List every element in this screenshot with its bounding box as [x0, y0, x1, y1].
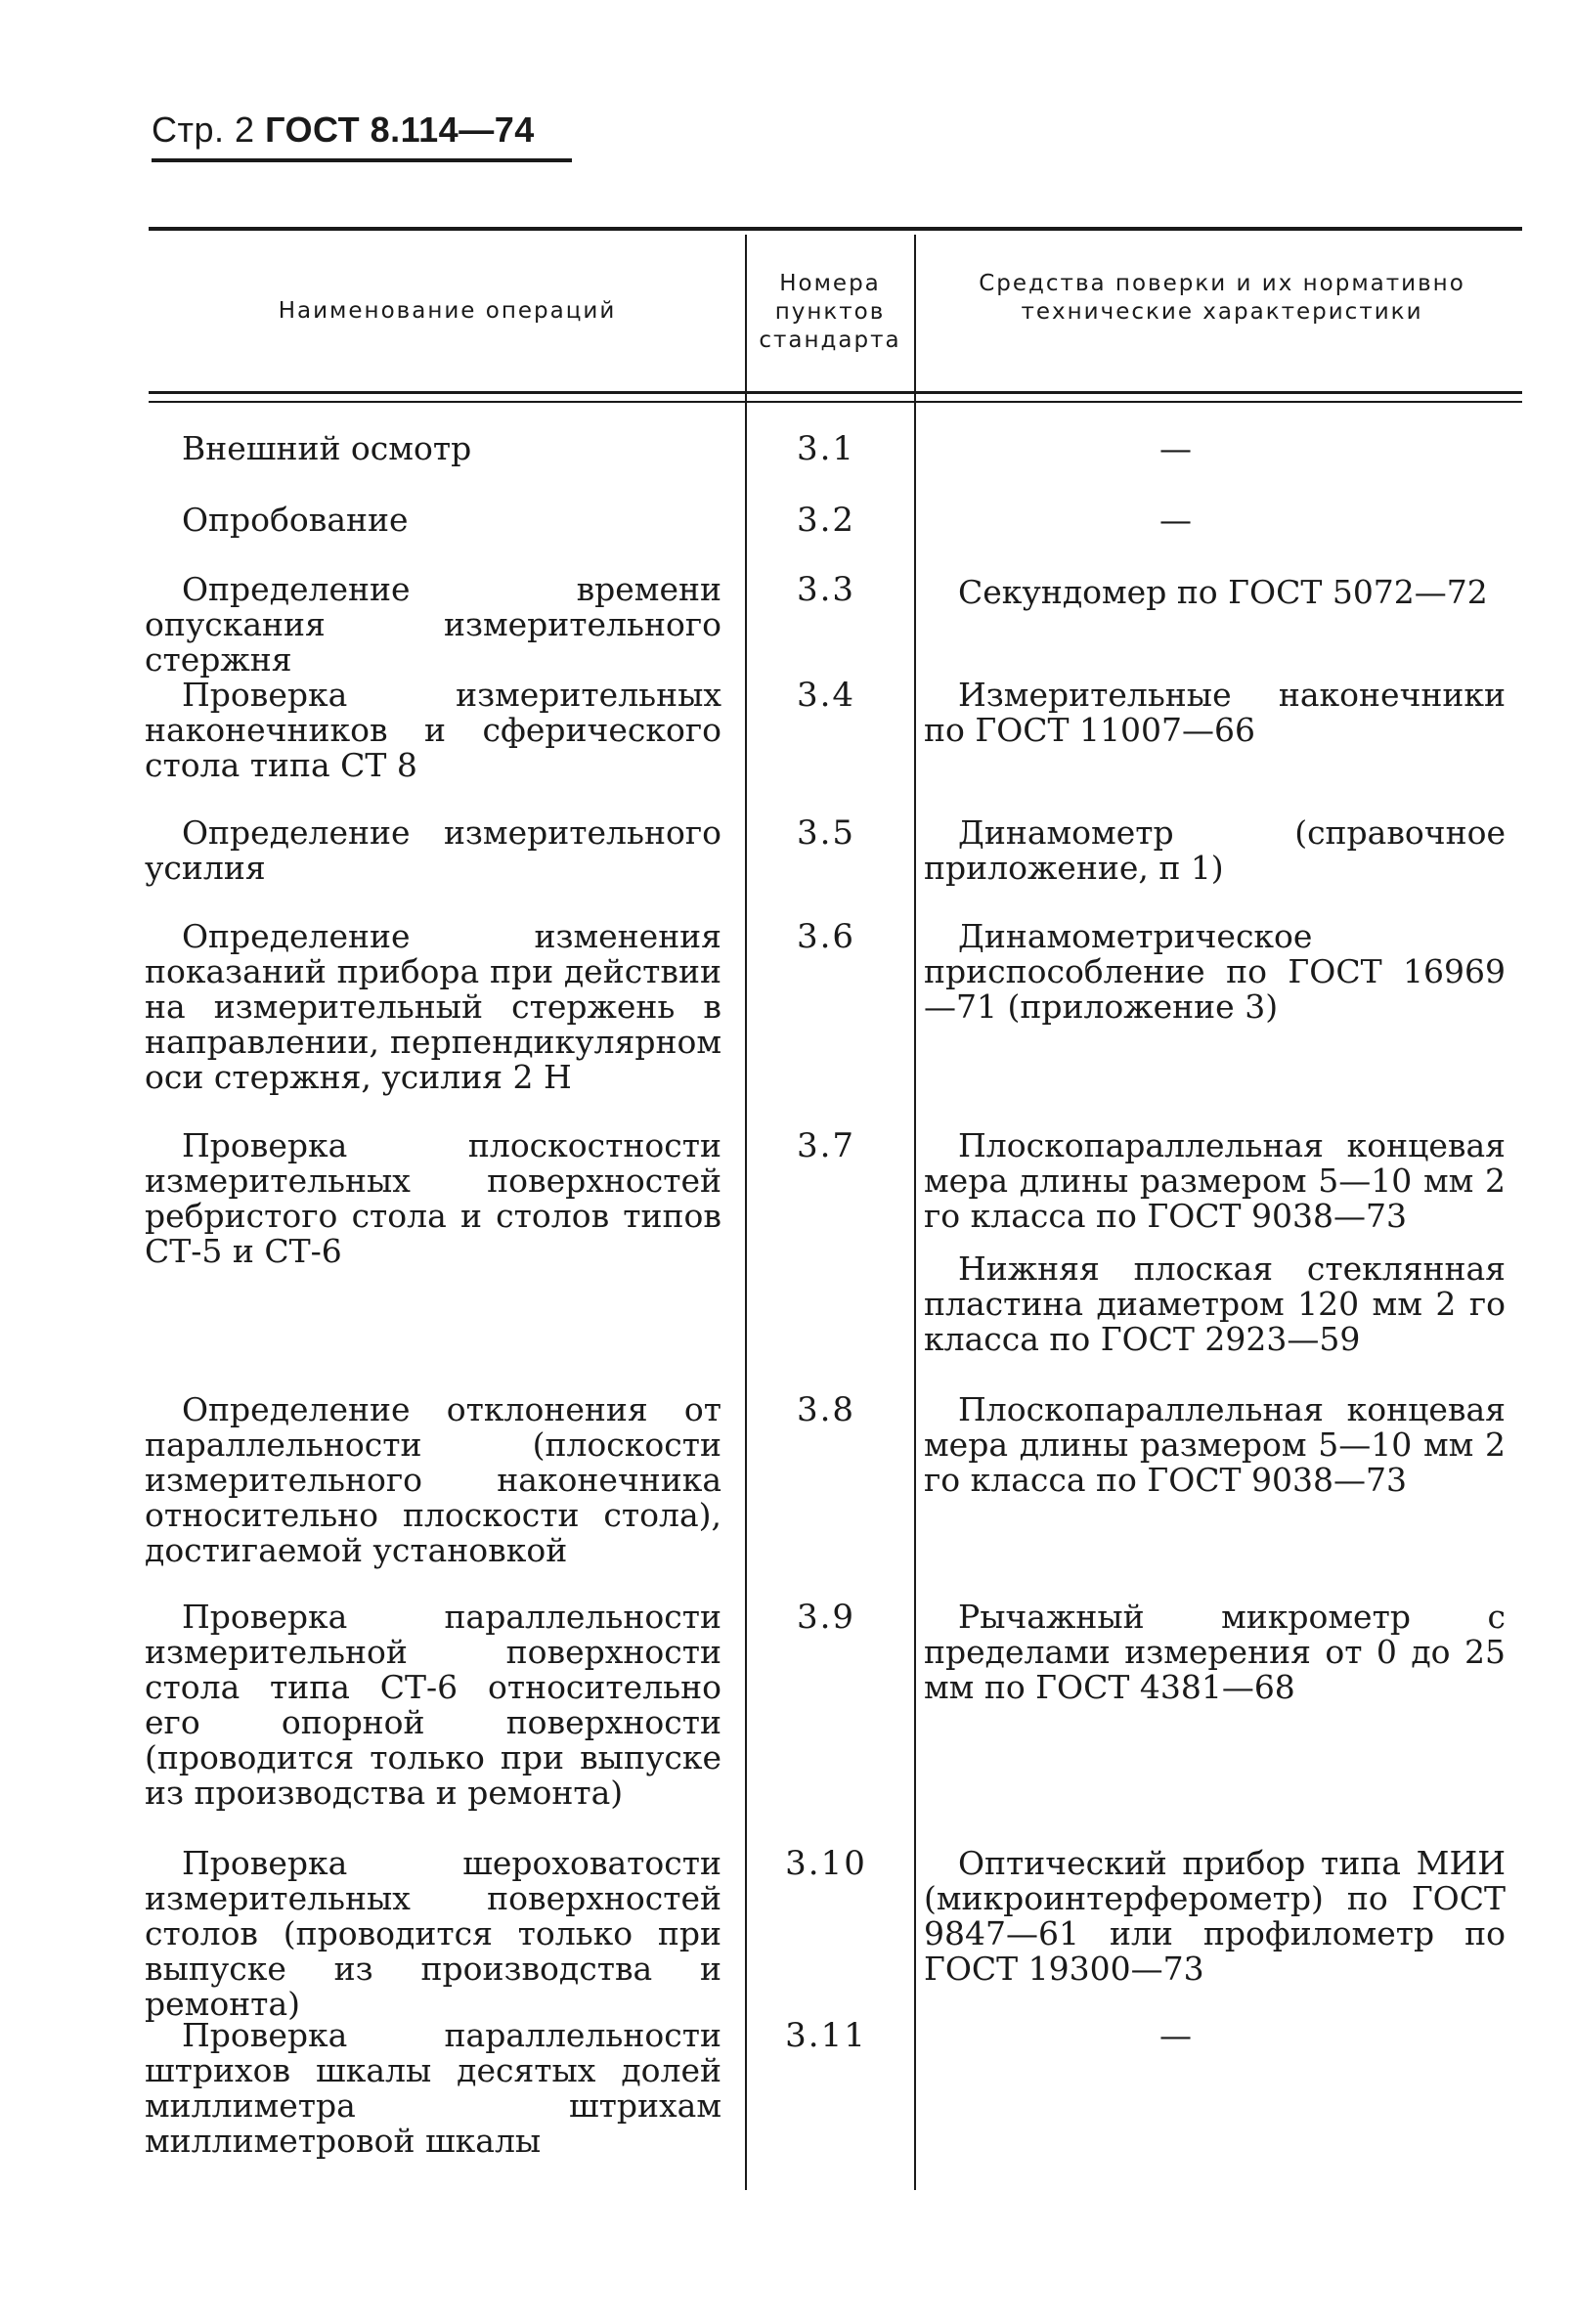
page-header — [152, 110, 535, 151]
means-text: Плоскопараллельная концевая мера длины размером 5—10 мм 2 го класса по ГОСТ 9038—73 — [924, 1126, 1506, 1235]
number-cell: 3.2 — [796, 501, 856, 540]
standard-number: ГОСТ 8.114—74 — [265, 110, 535, 150]
number-cell: 3.8 — [796, 1390, 856, 1429]
means-text: Оптический прибор типа МИИ (микроинтерферометр) по ГОСТ 9847—61 или профилометр по ГОСТ 19300—73 — [924, 1844, 1506, 1988]
operation-cell: Определение измерительного усилия — [145, 813, 721, 887]
table-top-rule — [149, 227, 1522, 231]
means-cell — [924, 1392, 1506, 1498]
means-text: Нижняя плоская стеклянная пластина диаметром 120 мм 2 го класса по ГОСТ 2923—59 — [924, 1250, 1506, 1358]
number-cell: 3.5 — [796, 813, 856, 853]
means-cell — [924, 1128, 1506, 1357]
means-text: Секундомер по ГОСТ 5072—72 — [958, 573, 1488, 611]
column-header-means: Средства поверки и их нормативно технические характеристики — [979, 271, 1465, 325]
means-cell — [924, 815, 1506, 886]
column-header-operation: Наименование операций — [278, 298, 617, 324]
means-cell — [924, 919, 1506, 1025]
column-header-number: Номера пунктов стандарта — [759, 271, 901, 353]
operation-cell: Определение времени опускания измерительного стержня — [145, 570, 721, 679]
means-cell — [924, 678, 1506, 748]
operation-cell: Внешний осмотр — [182, 429, 472, 467]
means-cell — [924, 1846, 1506, 1987]
number-cell: 3.9 — [796, 1598, 856, 1637]
means-cell — [924, 2018, 1506, 2053]
means-text: — — [1159, 501, 1192, 539]
operation-cell: Определение отклонения от параллельности (плоскости измерительного наконечника относительно плоскости стола), достигаемой установкой — [145, 1390, 721, 1569]
operation-cell: Проверка измерительных наконечников и сферического стола типа СТ 8 — [145, 676, 721, 784]
operation-cell: Проверка параллельности измерительной поверхности стола типа СТ-6 относительно его опорной поверхности (проводится только при выпуске из производства и ремонта) — [145, 1598, 721, 1812]
means-text: — — [1159, 429, 1192, 467]
means-cell — [924, 1600, 1506, 1705]
means-text: Плоскопараллельная концевая мера длины размером 5—10 мм 2 го класса по ГОСТ 9038—73 — [924, 1390, 1506, 1499]
number-cell: 3.7 — [796, 1126, 856, 1165]
number-cell: 3.3 — [796, 570, 856, 609]
number-cell: 3.10 — [785, 1844, 867, 1883]
operation-cell: Определение изменения показаний прибора при действии на измерительный стержень в направлении, перпендикулярном оси стержня, усилия 2 Н — [145, 917, 721, 1096]
number-cell: 3.1 — [796, 429, 856, 468]
means-cell — [924, 575, 1506, 610]
page-number: Стр. 2 — [152, 110, 255, 150]
means-text: — — [1159, 2016, 1192, 2054]
means-text: Динамометр (справочное приложение, п 1) — [924, 813, 1506, 887]
operation-cell: Проверка плоскостности измерительных поверхностей ребристого стола и столов типов СТ-5 и СТ-6 — [145, 1126, 721, 1270]
means-cell — [924, 503, 1506, 538]
operation-cell: Проверка параллельности штрихов шкалы десятых долей миллиметра штрихам миллиметровой шкалы — [145, 2016, 721, 2160]
operation-cell: Опробование — [182, 501, 409, 539]
means-text: Рычажный микрометр с пределами измерения от 0 до 25 мм по ГОСТ 4381—68 — [924, 1598, 1506, 1706]
means-text: Динамометрическое приспособление по ГОСТ 16969—71 (приложение 3) — [924, 917, 1506, 1026]
number-cell: 3.11 — [785, 2016, 867, 2055]
table-header-rule — [149, 391, 1522, 394]
number-cell: 3.4 — [796, 676, 856, 715]
number-cell: 3.6 — [796, 917, 856, 956]
operation-cell: Проверка шероховатости измерительных поверхностей столов (проводится только при выпуске из производства и ремонта) — [145, 1844, 721, 2023]
table-header-rule-second — [149, 401, 1522, 403]
header-underline — [152, 158, 572, 162]
means-cell — [924, 431, 1506, 466]
means-text: Измерительные наконечники по ГОСТ 11007—66 — [924, 676, 1506, 749]
